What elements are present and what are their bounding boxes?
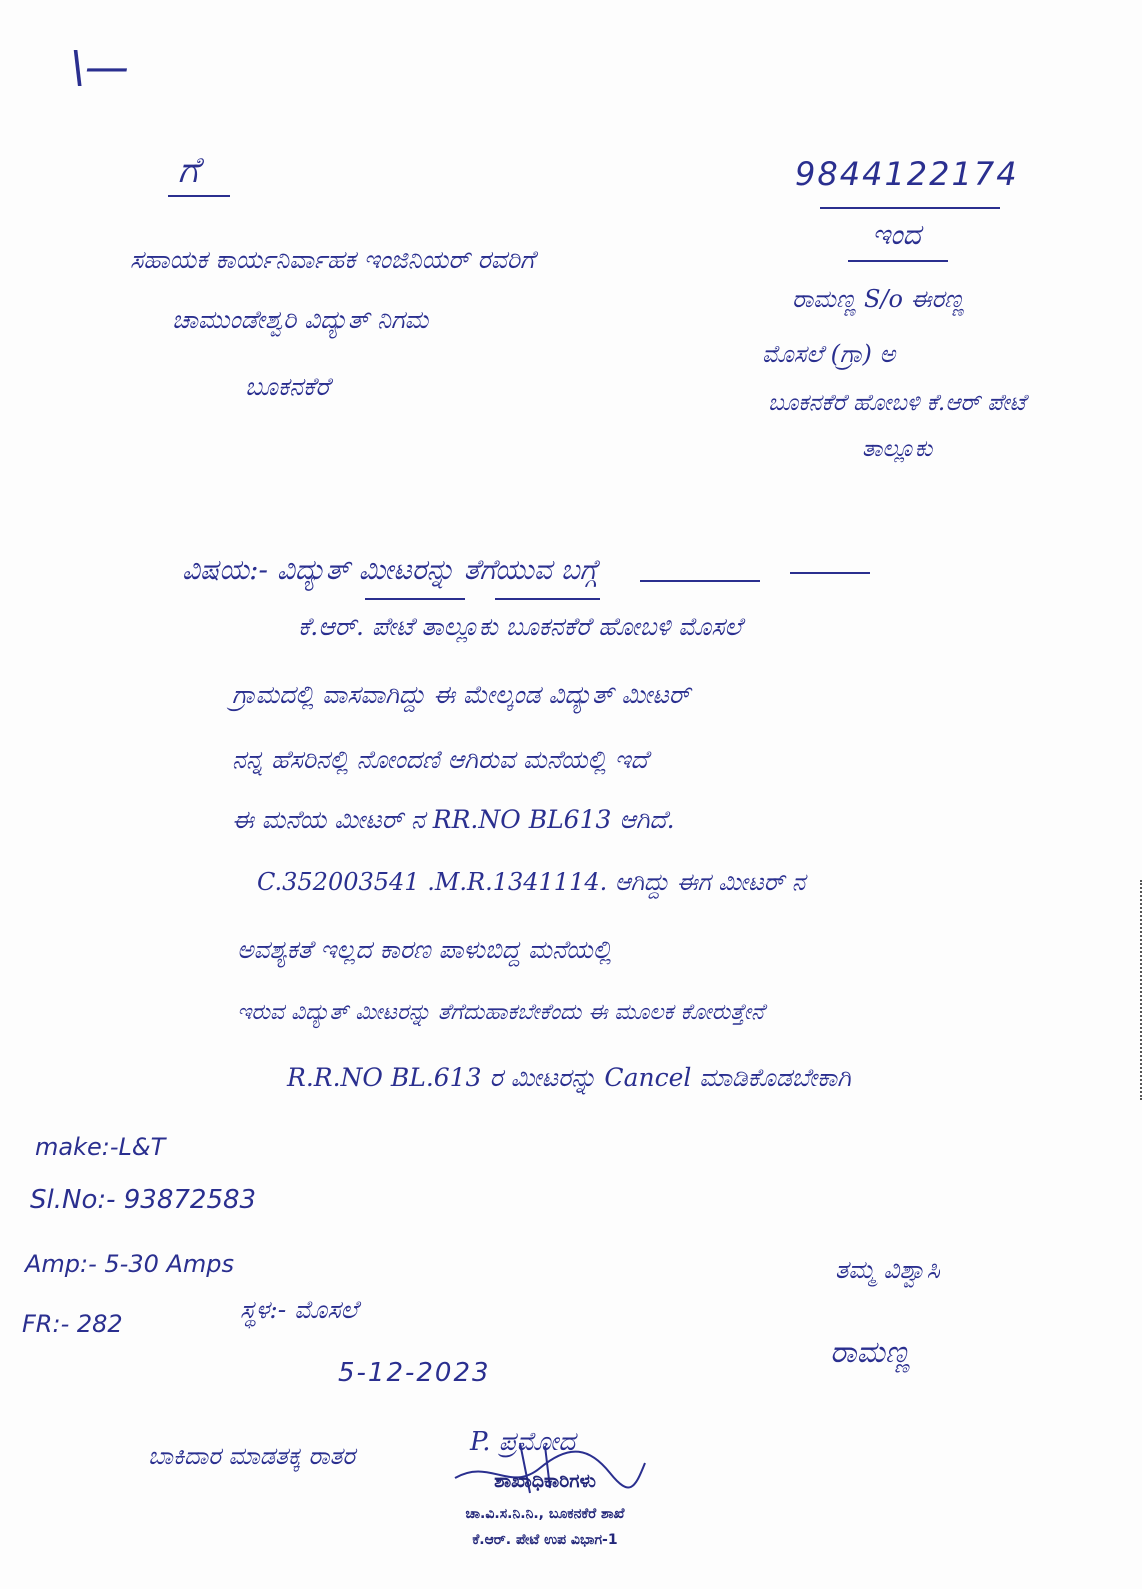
date: 5-12-2023 (338, 1358, 491, 1388)
sender-phone: 9844122174 (795, 155, 1019, 193)
officer-note: ಬಾಕಿದಾರ ಮಾಡತಕ್ಕ ರಾತರ (148, 1442, 355, 1470)
page-edge-dots (1136, 880, 1142, 1100)
meter-fr: FR:- 282 (22, 1310, 123, 1338)
office-stamp (415, 1470, 675, 1548)
stamp-line-1: ಶಾಖಾಧಿಕಾರಿಗಳು (494, 1470, 596, 1492)
subject-underline-2 (495, 598, 600, 600)
subject-underline-1 (365, 598, 465, 600)
body-line-4: ಈ ಮನೆಯ ಮೀಟರ್ ನ RR.NO BL613 ಆಗಿದೆ. (232, 805, 675, 834)
top-mark: \— (70, 42, 129, 93)
body-line-3: ನನ್ನ ಹೆಸರಿನಲ್ಲಿ ನೋಂದಣಿ ಆಗಿರುವ ಮನೆಯಲ್ಲಿ ಇದೆ (232, 745, 648, 774)
body-line-1: ಕೆ.ಆರ್. ಪೇಟೆ ತಾಲ್ಲೂಕು ಬೂಕನಕೆರೆ ಹೋಬಳಿ ಮೊಸಲೆ (298, 612, 742, 641)
to-underline (168, 195, 230, 197)
meter-make: make:-L&T (35, 1133, 166, 1161)
body-line-7: ಇರುವ ವಿದ್ಯುತ್ ಮೀಟರನ್ನು ತೆಗೆದುಹಾಕಬೇಕೆಂದು ಈ ಮೂಲಕ ಕೋರುತ್ತೇನೆ (237, 1000, 765, 1025)
sender-line-1: ರಾಮಣ್ಣ S/o ಈರಣ್ಣ (792, 285, 965, 313)
subject-line: ವಿಷಯ:- ವಿದ್ಯುತ್ ಮೀಟರನ್ನು ತೆಗೆಯುವ ಬಗ್ಗೆ (182, 553, 598, 586)
place: ಸ್ಥಳ:- ಮೊಸಲೆ (240, 1295, 358, 1324)
phone-underline (820, 207, 1000, 209)
meter-amps: Amp:- 5-30 Amps (25, 1250, 235, 1278)
closing: ತಮ್ಮ ವಿಶ್ವಾಸಿ (835, 1255, 940, 1284)
stamp-line-3: ಕೆ.ಆರ್. ಪೇಟೆ ಉಪ ವಿಭಾಗ-1 (472, 1532, 618, 1548)
stamp-line-2: ಚಾ.ವಿ.ಸ.ನಿ.ನಿ., ಬೂಕನಕೆರೆ ಶಾಖೆ (465, 1506, 625, 1522)
sender-line-4: ತಾಲ್ಲೂಕು (862, 436, 933, 462)
addressee-line-3: ಬೂಕನಕೆರೆ (245, 372, 330, 401)
from-label: ಇಂದ (872, 218, 921, 251)
subject-underline-3 (640, 580, 760, 582)
addressee-line-2: ಚಾಮುಂಡೇಶ್ವರಿ ವಿದ್ಯುತ್ ನಿಗಮ (172, 305, 429, 334)
body-line-2: ಗ್ರಾಮದಲ್ಲಿ ವಾಸವಾಗಿದ್ದು ಈ ಮೇಲ್ಕಂಡ ವಿದ್ಯುತ್ ಮೀಟರ್ (232, 680, 691, 709)
body-line-6: ಅವಶ್ಯಕತೆ ಇಲ್ಲದ ಕಾರಣ ಪಾಳುಬಿದ್ದ ಮನೆಯಲ್ಲಿ (237, 935, 612, 964)
sender-line-3: ಬೂಕನಕೆರೆ ಹೋಬಳಿ ಕೆ.ಆರ್ ಪೇಟೆ (768, 390, 1026, 416)
to-label: ಗೆ (178, 150, 199, 191)
sender-line-2: ಮೊಸಲೆ (ಗ್ರಾ) ಅ (762, 340, 896, 368)
meter-serial: Sl.No:- 93872583 (30, 1185, 257, 1215)
addressee-line-1: ಸಹಾಯಕ ಕಾರ್ಯನಿರ್ವಾಹಕ ಇಂಜಿನಿಯರ್ ರವರಿಗೆ (130, 245, 535, 274)
body-line-8: R.R.NO BL.613 ರ ಮೀಟರನ್ನು Cancel ಮಾಡಿಕೊಡಬೇಕಾಗಿ (287, 1063, 851, 1092)
from-underline (848, 260, 948, 262)
body-line-5: C.352003541 .M.R.1341114. ಆಗಿದ್ದು ಈಗ ಮೀಟರ್ ನ (257, 868, 806, 896)
subject-underline-4 (790, 572, 870, 574)
officer-signature: P. ಪ್ರಮೋದ (470, 1427, 576, 1457)
signature-name: ರಾಮಣ್ಣ (830, 1335, 911, 1370)
